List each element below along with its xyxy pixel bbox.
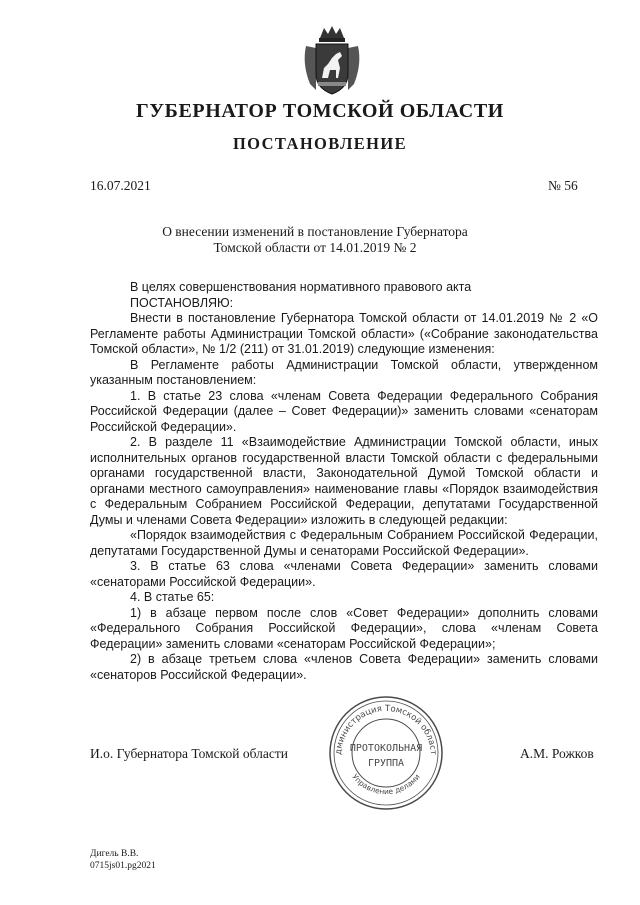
- executor-name: Дигель В.В.: [90, 849, 139, 859]
- body-paragraph: 3. В статье 63 слова «членами Совета Федерации» заменить словами «сенаторами Российской Федерации».: [90, 559, 598, 589]
- body-paragraph: 1) в абзаце первом после слов «Совет Федерации» дополнить словами «Федерального Собрания Российской Федерации», слова «членам Совета Федерации» заменить словами «сенаторам Российской Федерации»;: [90, 605, 598, 651]
- file-code: 0715js01.pg2021: [90, 861, 156, 871]
- coat-of-arms-icon: [302, 24, 362, 96]
- document-number: № 56: [548, 178, 578, 193]
- stamp-ring-text: дминистрация Томской област: [333, 703, 439, 756]
- body-paragraph: Внести в постановление Губернатора Томской области от 14.01.2019 № 2 «О Регламенте работы Администрации Томской области» («Собрание законодательства Томской области», № 1/2 (211) от 31.01.2019) следующие изменения:: [90, 311, 598, 356]
- stamp-line: ПРОТОКОЛЬНАЯ: [349, 743, 423, 754]
- authority-title: ГУБЕРНАТОР ТОМСКОЙ ОБЛАСТИ: [136, 100, 504, 122]
- body-paragraph: 1. В статье 23 слова «членам Совета Федерации Федерального Собрания Российской Федерации (далее – Совет Федерации)» заменить словами «сенаторам Российской Федерации».: [90, 388, 598, 434]
- stamp-ring-bottom-text: Управление делами: [350, 772, 422, 797]
- executor-block: [90, 848, 156, 872]
- document-body: [90, 280, 598, 683]
- stamp-line: ГРУППА: [367, 758, 405, 769]
- signer-title: И.о. Губернатора Томской области: [90, 746, 288, 761]
- body-paragraph: 2) в абзаце третьем слова «членов Совета Федерации» заменить словами «сенаторов Российской Федерации».: [90, 652, 598, 682]
- preamble-paragraph: В целях совершенствования нормативного правового акта: [130, 280, 472, 294]
- document-subject: [150, 224, 480, 256]
- body-paragraph: В Регламенте работы Администрации Томской области, утвержденном указанным постановлением:: [90, 357, 598, 387]
- document-date: 16.07.2021: [90, 178, 151, 193]
- body-paragraph: «Порядок взаимодействия с Федеральным Собранием Российской Федерации, депутатами Государственной Думы и сенаторами Российской Федерации».: [90, 528, 598, 558]
- document-type-heading: ПОСТАНОВЛЕНИЕ: [232, 134, 408, 153]
- body-paragraph: 4. В статье 65:: [130, 590, 215, 604]
- subject-line: Томской области от 14.01.2019 № 2: [213, 240, 417, 255]
- decree-word: ПОСТАНОВЛЯЮ:: [130, 295, 234, 310]
- body-paragraph: 2. В разделе 11 «Взаимодействие Администрации Томской области, иных исполнительных органов государственной власти Томской области с федеральными органами государственной власти, Законодательной Думой Томской области и органами местного самоуправления» наименование главы «Порядок взаимодействия с Федеральным Собранием Российской Федерации, депутатами Государственной Думы и членами Совета Федерации» изложить в следующей редакции:: [90, 435, 598, 527]
- signer-name: А.М. Рожков: [520, 746, 594, 761]
- protocol-group-stamp: [327, 694, 445, 812]
- subject-line: О внесении изменений в постановление Губернатора: [162, 224, 468, 239]
